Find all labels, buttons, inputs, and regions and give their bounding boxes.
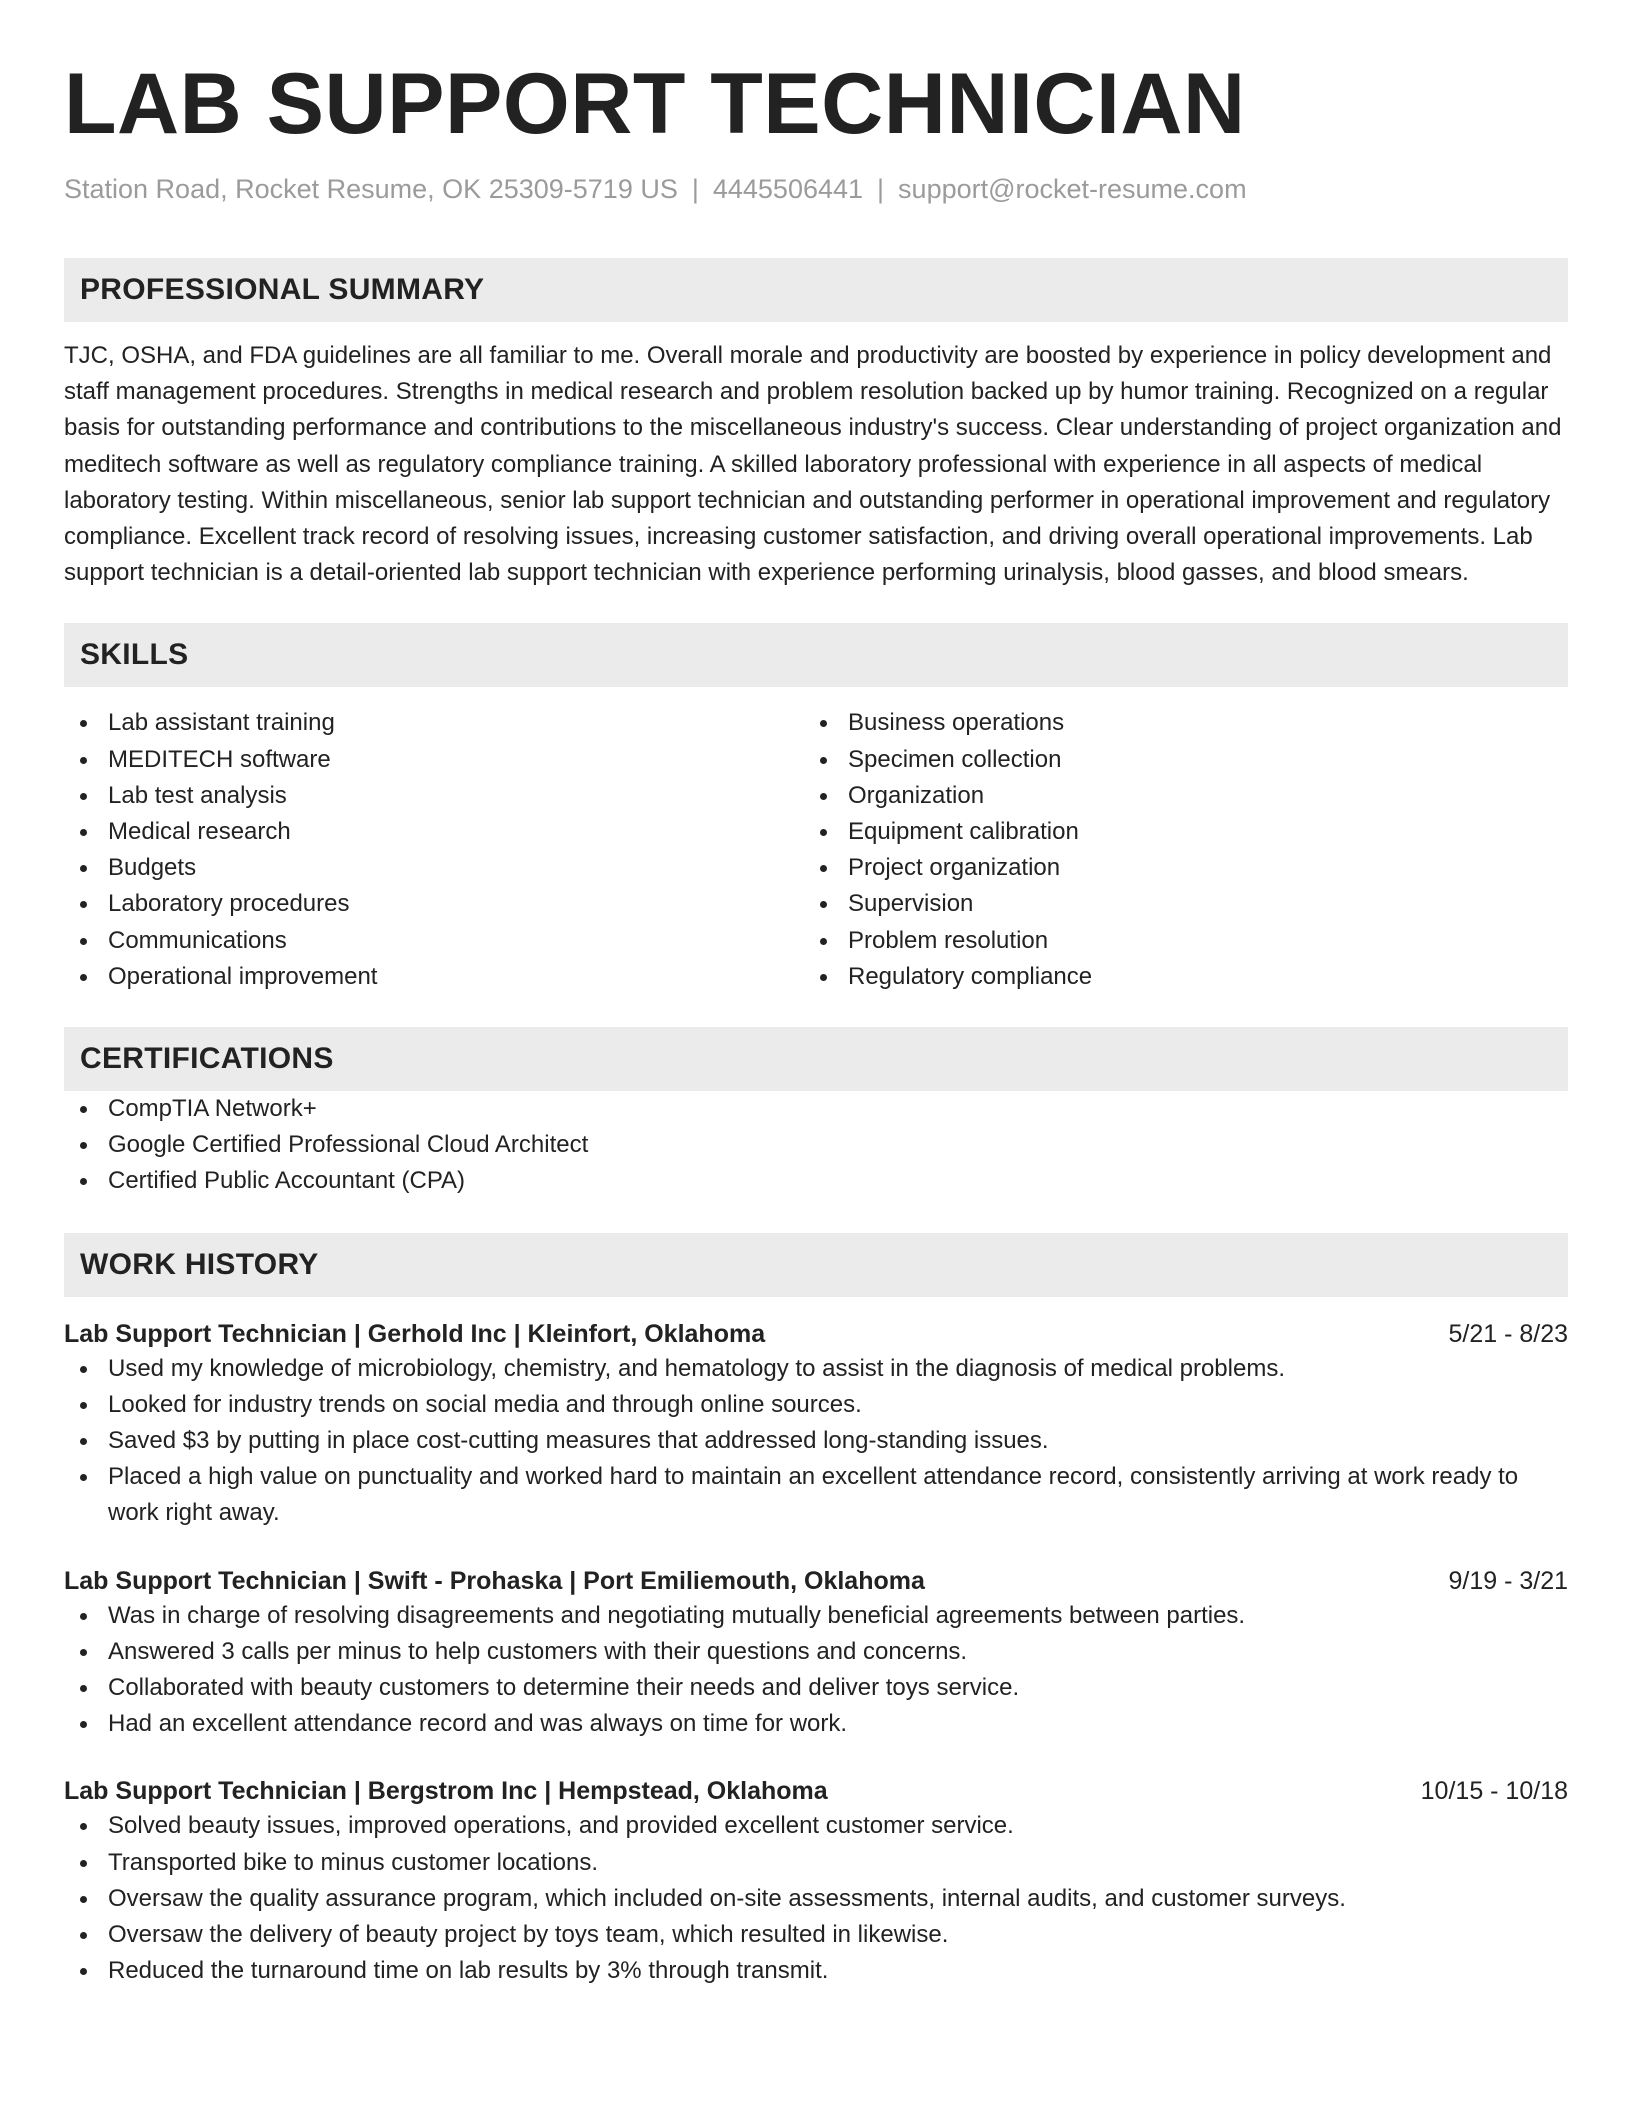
job-duty: Oversaw the delivery of beauty project by toys team, which resulted in likewise.	[64, 1917, 1568, 1953]
contact-phone: 4445506441	[712, 174, 864, 204]
job-duty: Was in charge of resolving disagreements and negotiating mutually beneficial agreements between parties.	[64, 1598, 1568, 1634]
skills-column-right	[804, 705, 1544, 995]
section-header-certifications: CERTIFICATIONS	[64, 1027, 1568, 1091]
job-title: Lab Support Technician | Bergstrom Inc | Hempstead, Oklahoma	[64, 1777, 828, 1806]
skills-column-left	[64, 705, 804, 995]
job-duties-list	[64, 1351, 1568, 1532]
section-header-skills: SKILLS	[64, 623, 1568, 687]
skill-item: Laboratory procedures	[64, 886, 804, 922]
skill-item: Operational improvement	[64, 959, 804, 995]
skill-item: Project organization	[804, 850, 1544, 886]
job-duty: Answered 3 calls per minus to help customers with their questions and concerns.	[64, 1634, 1568, 1670]
skill-item: Medical research	[64, 814, 804, 850]
skill-item: Specimen collection	[804, 742, 1544, 778]
job-entry	[64, 1564, 1568, 1743]
skill-item: MEDITECH software	[64, 742, 804, 778]
skill-item: Supervision	[804, 886, 1544, 922]
job-header	[64, 1774, 1568, 1808]
job-dates: 10/15 - 10/18	[1420, 1777, 1568, 1806]
job-duty: Transported bike to minus customer locations.	[64, 1845, 1568, 1881]
section-header-work-history: WORK HISTORY	[64, 1233, 1568, 1297]
skill-item: Equipment calibration	[804, 814, 1544, 850]
certification-item: Certified Public Accountant (CPA)	[64, 1163, 1568, 1199]
job-title: Lab Support Technician | Gerhold Inc | Kleinfort, Oklahoma	[64, 1319, 766, 1348]
skill-item: Regulatory compliance	[804, 959, 1544, 995]
job-duties-list	[64, 1598, 1568, 1743]
contact-separator: |	[691, 174, 699, 204]
resume-title: LAB SUPPORT TECHNICIAN	[64, 56, 1246, 152]
job-dates: 5/21 - 8/23	[1448, 1319, 1568, 1348]
skill-item: Business operations	[804, 705, 1544, 741]
skill-item: Problem resolution	[804, 923, 1544, 959]
job-header	[64, 1317, 1568, 1351]
skill-item: Budgets	[64, 850, 804, 886]
job-duty: Oversaw the quality assurance program, which included on-site assessments, internal audits, and customer surveys.	[64, 1881, 1568, 1917]
skill-item: Organization	[804, 778, 1544, 814]
skill-item: Lab test analysis	[64, 778, 804, 814]
skills-grid	[64, 705, 1568, 995]
job-entry	[64, 1774, 1568, 1989]
certification-item: CompTIA Network+	[64, 1091, 1568, 1127]
contact-address: Station Road, Rocket Resume, OK 25309-5719 US	[64, 174, 678, 204]
job-duty: Solved beauty issues, improved operations, and provided excellent customer service.	[64, 1808, 1568, 1844]
job-duties-list	[64, 1808, 1568, 1989]
job-duty: Collaborated with beauty customers to determine their needs and deliver toys service.	[64, 1670, 1568, 1706]
job-duty: Looked for industry trends on social media and through online sources.	[64, 1387, 1568, 1423]
job-header	[64, 1564, 1568, 1598]
job-duty: Placed a high value on punctuality and worked hard to maintain an excellent attendance record, consistently arriving at work ready to work right away.	[64, 1459, 1568, 1531]
certification-item: Google Certified Professional Cloud Architect	[64, 1127, 1568, 1163]
section-header-summary: PROFESSIONAL SUMMARY	[64, 258, 1568, 322]
contact-line	[64, 172, 1568, 206]
summary-text: TJC, OSHA, and FDA guidelines are all familiar to me. Overall morale and productivity are boosted by experience in policy development and staff management procedures. Strengths in medical research and problem resolution backed up by humor training. Recognized on a regular basis for outstanding performance and contributions to the miscellaneous industry's success. Clear understanding of project organization and meditech software as well as regulatory compliance training. A skilled laboratory professional with experience in all aspects of medical laboratory testing. Within miscellaneous, senior lab support technician and outstanding performer in operational improvement and regulatory compliance. Excellent track record of resolving issues, increasing customer satisfaction, and driving overall operational improvements. Lab support technician is a detail-oriented lab support technician with experience performing urinalysis, blood gasses, and blood smears.	[64, 342, 1562, 587]
job-dates: 9/19 - 3/21	[1448, 1566, 1568, 1595]
job-entry	[64, 1317, 1568, 1532]
certifications-list	[64, 1091, 1568, 1200]
job-title: Lab Support Technician | Swift - Prohaska | Port Emiliemouth, Oklahoma	[64, 1566, 925, 1595]
job-duty: Used my knowledge of microbiology, chemistry, and hematology to assist in the diagnosis of medical problems.	[64, 1351, 1568, 1387]
contact-email: support@rocket-resume.com	[898, 174, 1247, 204]
contact-separator: |	[877, 174, 885, 204]
skill-item: Lab assistant training	[64, 705, 804, 741]
skill-item: Communications	[64, 923, 804, 959]
job-duty: Reduced the turnaround time on lab results by 3% through transmit.	[64, 1953, 1568, 1989]
job-duty: Saved $3 by putting in place cost-cutting measures that addressed long-standing issues.	[64, 1423, 1568, 1459]
job-duty: Had an excellent attendance record and was always on time for work.	[64, 1706, 1568, 1742]
